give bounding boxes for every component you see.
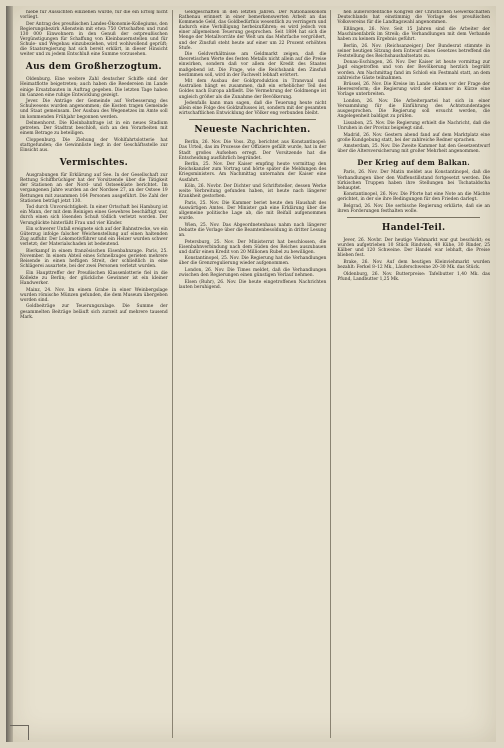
article-text: Goldbeiträge zur Teuerungszulage. Die Summe der gesammelten Beiträge beläuft sich zurzeit auf mehrere tausend Mark. xyxy=(20,304,168,320)
article-text: Konstantinopel, 26. Nov. Die Pforte hat eine Note an die Mächte gerichtet, in der sie ihre Bedingungen für den Frieden darlegt. xyxy=(337,192,490,203)
article-text: Tod durch Unvorsichtigkeit. In einer Ortschaft bei Hamburg ist ein Mann, der mit dem Reinigen eines Gewehres beschäftigt war, durch einen sich lösenden Schuß tödlich verletzt worden. Der Verunglückte hinterläßt Frau und vier Kinder. xyxy=(20,205,168,226)
article-text: Cloppenburg. Die Ziehung der Wohlfahrtslotterie hat stattgefunden; die Gewinnliste liegt in der Geschäftsstelle zur Einsicht aus. xyxy=(20,137,168,154)
article-text: Köln, 26. Novbr. Der Dichter und Schriftsteller, dessen Werke weite Verbreitung gefunden haben, ist heute nach längerer Krankheit gestorben. xyxy=(178,184,327,200)
section-heading-balkan: Der Krieg auf dem Balkan. xyxy=(357,158,470,168)
article-text: Petersburg, 25. Nov. Der Ministerrat hat beschlossen, die Eisenbahnverbindung nach dem Süden des Reiches auszubauen und dafür einen Kredit von 20 Millionen Rubel zu bewilligen. xyxy=(178,239,327,255)
article-text: Oldenburg. Eine weitere Zahl deutscher Schiffe sind der Heimatflotte beigetreten; auch haben die Reedereien im Lande einige Ersatzbauten in Auftrag gegeben. Die letzten Tage haben im Ganzen eine ruhige Entwicklung gezeigt. xyxy=(20,77,168,98)
article-text: hiebe für Aussichten einziehen würde, für die ein Erfolg nicht vorliegt. xyxy=(20,10,168,21)
article-text: Ein schwerer Unfall ereignete sich auf der Bahnstrecke, wo ein Güterzug infolge falscher Weichenstellung auf einen haltenden Zug auffuhr. Der Lokomotivführer und ein Heizer wurden schwer verletzt; der Materialschaden ist bedeutend. xyxy=(20,227,168,248)
article-text: London, 26. Nov. Die Times meldet, daß die Verhandlungen zwischen den Regierungen einen günstigen Verlauf nehmen. xyxy=(178,268,327,279)
column-divider-rule xyxy=(347,217,480,218)
article-text: Mainz, 24. Nov. Im einem Grabe in einer Weinbergslage wurden römische Münzen gefunden, die dem Museum übergeben worden sind. xyxy=(20,287,168,303)
column-divider-rule xyxy=(189,119,317,120)
column-1 xyxy=(20,10,173,738)
article-text: Konstantinopel, 25. Nov. Die Regierung hat die Verhandlungen über die Grenzregulierung wieder aufgenommen. xyxy=(178,256,327,267)
column-2 xyxy=(179,10,332,738)
article-text: Wien, 25. Nov. Das Abgeordnetenhaus nahm nach längerer Debatte die Vorlage über die Beamtenbesoldung in dritter Lesung an. xyxy=(178,222,327,238)
article-text: Amsterdam, 25. Nov. Die Zweite Kammer hat den Gesetzentwurf über die Altersversicherung mit großer Mehrheit angenommen. xyxy=(337,144,490,155)
article-text: Madrid, 26. Nov. Gestern abend fand auf dem Marktplatz eine große Kundgebung statt, bei der zahlreiche Redner sprachen. xyxy=(337,132,490,143)
article-text: Elsen (Ruhr), 26. Nov. Die heute eingetroffenen Nachrichten lauten beruhigend. xyxy=(178,279,327,290)
article-text: Berlin, 25. Nov. Der Kaiser empfing heute vormittag den Reichskanzler zum Vortrag und hörte später die Meldungen des Kriegsministers. Am Nachmittag unternahm der Kaiser eine Ausfahrt. xyxy=(178,162,327,183)
article-text: Paris, 25. Nov. Die Kammer beriet heute den Haushalt des Auswärtigen Amtes. Der Minister gab eine Erklärung über die allgemeine politische Lage ab, die mit Beifall aufgenommen wurde. xyxy=(178,200,327,222)
corner-mark xyxy=(10,725,29,740)
section-heading-neueste-nachrichten: Neueste Nachrichten. xyxy=(194,125,311,136)
article-text: Ein Haupttreffer der Preußischen Klassenlotterie fiel in die Kollekte zu Berlin; der glückliche Gewinner ist ein kleiner Handwerker. xyxy=(20,270,168,287)
article-text: Mit dem Ausbau der Goldproduktion in Transvaal und Australien hängt es zusammen, daß ein erheblicher Teil des Goldes nach Europa abfließt. Die Vermehrung der Goldmenge ist ungleich größer als die Zunahme der Bevölkerung. xyxy=(178,79,327,100)
article-text: Delmenhorst. Die Kleinbahnfrage ist in ein neues Stadium getreten. Der Stadtrat beschloß, sich an den Vorarbeiten mit einem Betrage zu beteiligen. xyxy=(20,121,168,137)
section-heading-grossherzogtum: Aus dem Großherzogtum. xyxy=(25,62,162,73)
article-text: Donau-Eschingen, 26. Nov. Der Kaiser ist heute vormittag zur Jagd eingetroffen und von der Bevölkerung herzlich begrüßt worden. Am Nachmittag fand im Schloß ein Festmahl statt, an dem zahlreiche Gäste teilnahmen. xyxy=(337,60,490,81)
article-text: Paris, 26. Nov. Der Matin meldet aus Konstantinopel, daß die Verhandlungen über den Waffenstillstand fortgesetzt werden. Die türkischen Truppen haben ihre Stellungen bei Tschataldscha behauptet. xyxy=(337,170,490,191)
section-heading-handel-teil: Handel-Teil. xyxy=(381,223,446,234)
article-text: London, 26. Nov. Die Arbeiterpartei hat sich in einer Versammlung für die Einführung des Achtstundentages ausgesprochen. Die Regierung soll ersucht werden, die Angelegenheit baldigst zu prüfen. xyxy=(337,99,490,120)
article-text: hen außerordentliche Kongreß der Christlichen Gewerkschaften Deutschlands hat einstimmig die Vorlage des preußischen Volksvereins für die Landtagswahl angenommen. xyxy=(337,10,490,26)
column-layout xyxy=(20,10,490,738)
article-text: Oldenburg, 26. Nov. Butterpreise: Tafelbutter 1,40 Mk. das Pfund, Landbutter 1,25 Mk. xyxy=(337,271,490,282)
page-binding-edge xyxy=(6,6,13,742)
article-text: Jever, 26. Novbr. Der heutige Viehmarkt war gut beschickt; es wurden aufgetrieben 10 Stück Rindvieh, 48 Kühe, 30 Rinder, 25 Kälber und 120 Schweine. Der Handel war lebhaft, die Preise blieben fest. xyxy=(337,238,490,259)
article-text: Ausgrabungen für Erklärung auf See. In der Gesellschaft zur Rettung Schiffbrüchiger hat der Vorsitzende über die Tätigkeit der Stationen an der Nord- und Ostseeküste berichtet. Im vergangenen Jahre wurden an der Nordsee 27, an der Ostsee 19 Rettungen mit zusammen 164 Personen ausgeführt. Die Zahl der Stationen beträgt jetzt 130. xyxy=(20,173,168,204)
article-text: Berlin, 26. Nov. (Reichsanzeiger.) Der Bundesrat stimmte in seiner heutigen Sitzung dem Entwurf eines Gesetzes betreffend die Feststellung des Reichshaushaltsetats zu. xyxy=(337,43,490,59)
article-text: Brüssel, 26. Nov. Die Kreise im Lande stehen vor der Frage der Heeresreform; die Regierung wird der Kammer in Kürze eine Vorlage unterbreiten. xyxy=(337,82,490,98)
article-text: Jever. Die Anträge der Gemeinde auf Verbesserung des Schulwesens wurden angenommen; die Kosten tragen Gemeinde und Staat gemeinsam. Der Ausbau des Wegenetzes im Amte soll im kommenden Frühjahr begonnen werden. xyxy=(20,99,168,120)
article-text: Brake, 26. Nov. Auf dem heutigen Kleinviehmarkt wurden bezahlt: Ferkel 8–12 Mk., Läuferschweine 20–30 Mk. das Stück. xyxy=(337,260,490,271)
article-text: Berlin, 26. Nov. Die Voss. Ztg. berichtet aus Konstantinopel: Das Urteil, das im Prozesse der Offiziere gefällt wurde, hat in der Stadt großes Aufsehen erregt. Der Vorsitzende hat die Entscheidung ausführlich begründet. xyxy=(178,140,327,161)
newspaper-page xyxy=(6,6,496,742)
column-3 xyxy=(337,10,490,738)
article-text: Jedenfalls kann man sagen, daß die Teuerung heute nicht allein eine Folge des Goldzuflusses ist, sondern mit der gesamten wirtschaftlichen Entwicklung der Völker eng verbunden bleibt. xyxy=(178,101,327,117)
article-text: Lissabon, 25. Nov. Die Regierung erhielt die Nachricht, daß die Unruhen in der Provinz beigelegt sind. xyxy=(337,120,490,131)
article-text: Bierkampf in einem französischen Eisenbahnzuge. Paris, 25. November. In einem Abteil eines Schnellzuges gerieten mehrere Reisende in einen heftigen Streit, der schließlich in eine Schlägerei ausartete, bei der zwei Personen verletzt wurden. xyxy=(20,248,168,270)
article-text: Eßlingen, 26. Nov. Seit 15 Jahren sind die Arbeiter der Maschinenfabrik im Streik; die Verhandlungen mit dem Verbande haben zu keinem Ergebnis geführt. xyxy=(337,26,490,42)
article-text: Geldgeschäften in den letzten Jahren. Der Nationalökonom Rathenau erinnert in einer bemerkenswerten Arbeit an das Kommende Geld, das Goldbedürfnis wesentlich zu verringern und dadurch eine Verbilligung herbeizuführen; es wird jedoch von einer allgemeinen Teuerung gesprochen. Seit 1884 hat sich die Menge der Metallvorräte der Welt um das Mehrfache vergrößert, und der Zinsfuß steht heute auf einer um 22 Prozent erhöhten Stufe. xyxy=(178,10,327,51)
article-text: Der Antrag des preußischen Landes-Ökonomie-Kollegiums, den Regierungsbezirk Allenstein mit etwa 750 Ortschaften und rund 130 000 Einwohnern in den Genuß der ostpreußischen Vergünstigungen für Schaffung von Kleinbauernstellen und für Schule- und Wegebau einzubeziehen, wird wohlwollend geprüft; die Staatsregierung hat sich bereit erklärt, in dieser Hinsicht weiter und zu jedem Entschluß eine Summe vorzusehen. xyxy=(20,21,168,58)
article-text: Belgrad, 26. Nov. Die serbische Regierung erklärte, daß sie an ihren Forderungen festhalten wolle. xyxy=(337,204,490,215)
section-heading-vermischtes: Vermischtes. xyxy=(59,158,128,169)
article-text: Die Geldverhältnisse am Geldmarkt zeigen, daß die theoretischen Werte des festen Metalls nicht allein auf die Preise einwirken, sondern daß vor allem der Kredit des Staates maßgebend ist. Die Frage, wie die Reichsbank den Zinsfuß bestimmen soll, wird in der Fachwelt lebhaft erörtert. xyxy=(178,52,327,78)
